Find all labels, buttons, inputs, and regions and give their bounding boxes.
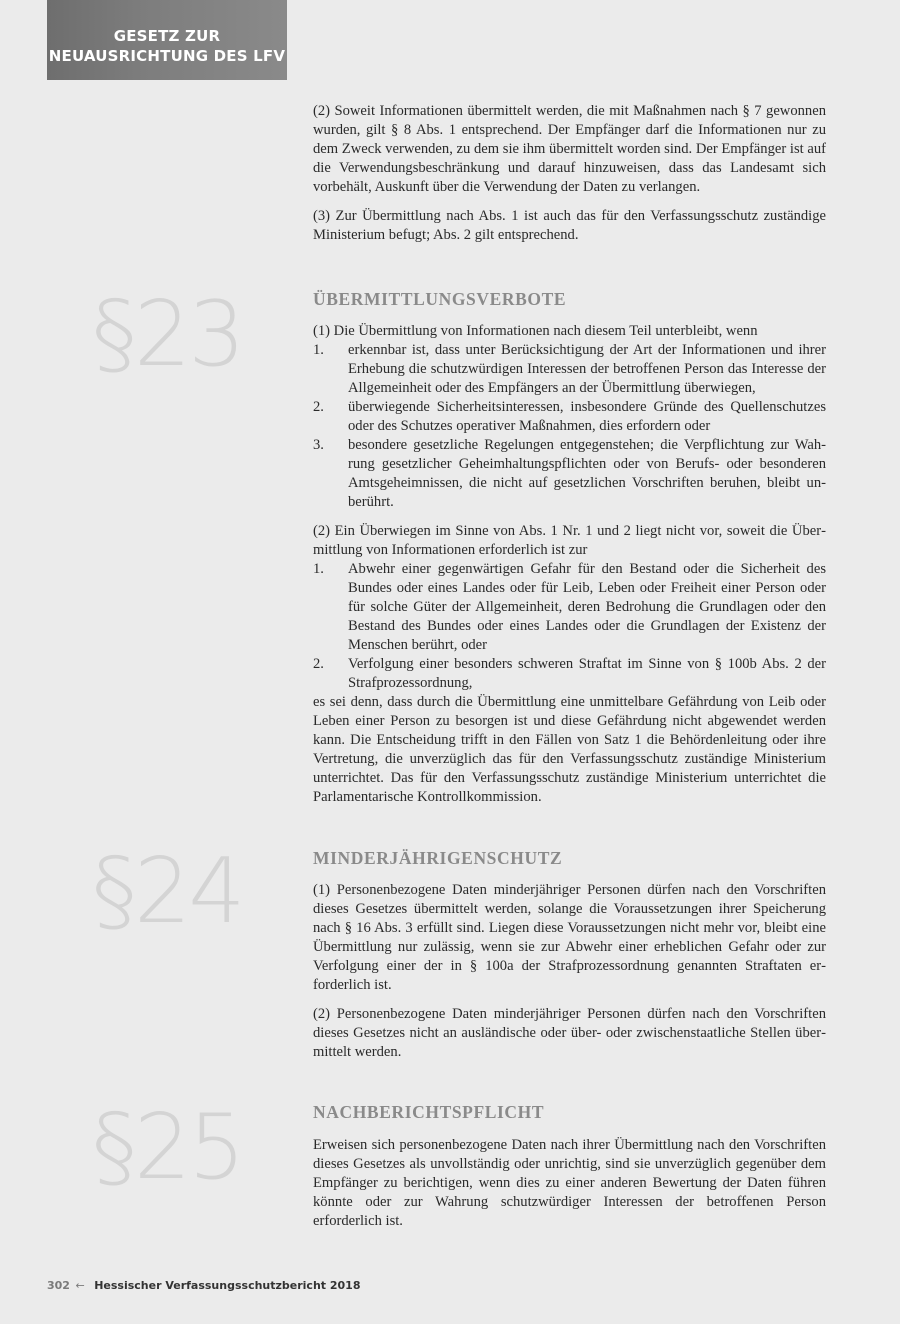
section-number-23: §23 bbox=[92, 282, 243, 387]
list-item-number: 1. bbox=[313, 561, 324, 577]
sec24-paragraph-1: (1) Personenbezogene Daten minderjähriger Personen dürfen nach den Vorschriften dieses Gesetzes übermittelt werden, solange die Voraussetzungen ihrer Speicherung nach § 16 Abs. 3 erfüllt sind. Liegen diese Voraussetzungen nicht mehr vor, bleibt eine Übermittlung nur zulässig, wenn sie zur Abwehr einer erheblichen Gefahr oder zur Verfolgung einer der in § 100a der Strafprozessordnung genannten Straftaten erforderlich ist. bbox=[313, 882, 826, 993]
list-item-number: 3. bbox=[313, 437, 324, 453]
section-title-23: ÜBERMITTLUNGSVERBOTE bbox=[313, 289, 567, 309]
list-item-number: 2. bbox=[313, 656, 324, 672]
section-title-25: NACHBERICHTSPFLICHT bbox=[313, 1102, 545, 1122]
section-number-24: §24 bbox=[92, 839, 243, 944]
list-item-text: erkennbar ist, dass unter Berücksichtigung der Art der Informationen und ihrer Erhebung die schutzwürdigen Interessen der betroffenen Person das Interesse der Allgemeinheit oder des Empfängers an der Übermittlung überwiegen, bbox=[348, 342, 826, 396]
sec25-paragraph-1: Erweisen sich personenbezogene Daten nach ihrer Übermittlung nach den Vorschriften dieses Gesetzes als unvollständig oder unrichtig, sind sie unverzüglich gegenüber dem Empfänger zu berichtigen, wenn dies zu einer anderen Bewertung der Daten führen könnte oder zur Wahrung schutzwürdiger Interessen der betroffenen Person erforderlich ist. bbox=[313, 1137, 826, 1229]
list-item bbox=[313, 436, 826, 512]
sec23-paragraph-2-closing: es sei denn, dass durch die Übermittlung eine unmittelbare Gefährdung von Leib oder Leben einer Person zu besorgen ist und diese Gefährdung nicht abgewendet werden kann. Die Entscheidung trifft in den Fällen von Satz 1 die Behördenleitung oder ihre Vertretung, die unverzüglich das für den Verfassungsschutz zuständige Ministerium unterrichtet. Das für den Verfassungsschutz zuständige Ministerium unterrichtet die Parlamentarische Kontrollkommission. bbox=[313, 694, 826, 805]
list-item bbox=[313, 560, 826, 655]
chapter-header-line2: NEUAUSRICHTUNG DES LFV bbox=[48, 47, 286, 65]
list-item-text: Verfolgung einer besonders schweren Straftat im Sinne von § 100b Abs. 2 der Strafprozessordnung, bbox=[348, 656, 826, 691]
arrow-left-icon[interactable]: ← bbox=[75, 1279, 85, 1292]
list-item-number: 1. bbox=[313, 342, 324, 358]
section-body-23 bbox=[313, 322, 826, 807]
section-number-25: §25 bbox=[92, 1095, 243, 1200]
list-item-number: 2. bbox=[313, 399, 324, 415]
intro-paragraph-2: (2) Soweit Informationen übermittelt werden, die mit Maßnahmen nach § 7 gewonnen wurden, gilt § 8 Abs. 1 entsprechend. Der Empfänger darf die Informationen nur zu dem Zweck verwenden, zu dem sie ihm übermittelt worden sind. Der Empfänger ist auf die Verwendungsbeschränkung und darauf hinzuweisen, dass das Landesamt sich vorbehält, Auskunft über die Verwendung der Daten zu verlangen. bbox=[313, 103, 826, 195]
list-item-text: überwiegende Sicherheitsinteressen, insbesondere Gründe des Quellenschutzes oder des Schutzes operativer Maßnahmen, dies erfordern oder bbox=[348, 399, 826, 434]
list-item-text: Abwehr einer gegenwärtigen Gefahr für den Bestand oder die Sicherheit des Bundes oder eines Landes oder für Leib, Leben oder Freiheit einer Person oder für solche Güter der Allgemeinheit, deren Bedrohung die Grundlagen oder den Bestand des Bundes oder eines Landes oder die Grundlagen der Existenz der Menschen berührt, oder bbox=[348, 561, 826, 653]
sec23-paragraph-2-intro: (2) Ein Überwiegen im Sinne von Abs. 1 Nr. 1 und 2 liegt nicht vor, soweit die Übermittlung von Informationen erforderlich ist zur bbox=[313, 523, 826, 558]
sec23-paragraph-1-intro: (1) Die Übermittlung von Informationen nach diesem Teil unterbleibt, wenn bbox=[313, 323, 758, 339]
intro-paragraph-3: (3) Zur Übermittlung nach Abs. 1 ist auch das für den Verfassungsschutz zuständige Ministerium befugt; Abs. 2 gilt entsprechend. bbox=[313, 208, 826, 243]
chapter-header-line1: GESETZ ZUR bbox=[113, 27, 221, 45]
section-title-24: MINDERJÄHRIGENSCHUTZ bbox=[313, 848, 563, 868]
list-item bbox=[313, 341, 826, 398]
intro-block bbox=[313, 102, 826, 245]
chapter-header-tab bbox=[47, 0, 287, 80]
page-number: 302 bbox=[47, 1279, 70, 1292]
sec23-paragraph-2-list bbox=[313, 560, 826, 693]
list-item bbox=[313, 398, 826, 436]
sec24-paragraph-2: (2) Personenbezogene Daten minderjähriger Personen dürfen nach den Vorschriften dieses Gesetzes nicht an ausländische oder über- oder zwischenstaatliche Stellen übermittelt werden. bbox=[313, 1006, 826, 1060]
list-item-text: besondere gesetzliche Regelungen entgegenstehen; die Verpflichtung zur Wahrung gesetzlicher Geheimhaltungspflichten oder von Berufs- oder besonderen Amtsgeheimnissen, die nicht auf gesetzlichen Vorschriften beruhen, bleibt unberührt. bbox=[348, 437, 826, 510]
page-footer bbox=[47, 1279, 361, 1292]
section-body-24 bbox=[313, 881, 826, 1062]
sec23-paragraph-1-list bbox=[313, 341, 826, 512]
publication-title: Hessischer Verfassungsschutzbericht 2018 bbox=[94, 1279, 361, 1292]
section-body-25 bbox=[313, 1136, 826, 1231]
list-item bbox=[313, 655, 826, 693]
